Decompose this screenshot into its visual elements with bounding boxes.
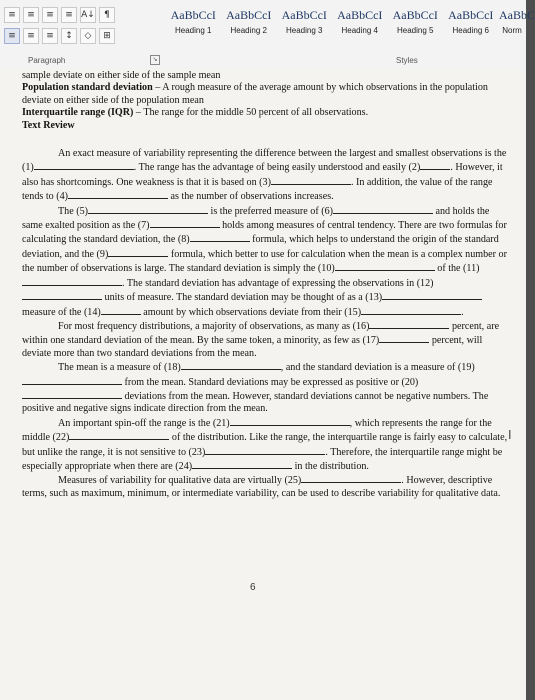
answer-blank[interactable] bbox=[108, 247, 168, 257]
text-run: formula, which helps to understand the origin of the standard deviation, and the (9) bbox=[22, 234, 499, 260]
text-run: . However, it also has shortcomings. One weakness is that it is based on (3) bbox=[22, 162, 503, 188]
style-sample: AaBbCcI bbox=[226, 8, 272, 22]
glossary-iqr bbox=[22, 107, 512, 119]
glossary-population-sd bbox=[22, 82, 512, 107]
shading-icon[interactable]: ◇ bbox=[80, 28, 96, 44]
text-run: amount by which observations deviate from their (15) bbox=[140, 306, 362, 318]
line-spacing-icon[interactable]: ↕ bbox=[61, 28, 77, 44]
ribbon-group-labels bbox=[0, 52, 526, 69]
styles-gallery bbox=[166, 4, 535, 50]
paragraph-tools bbox=[0, 0, 166, 50]
dialog-launcher-icon[interactable]: ↘ bbox=[150, 55, 160, 65]
style-name: Heading 5 bbox=[397, 26, 434, 35]
paragraph-interquartile bbox=[22, 416, 512, 474]
text-run: , which represents the range for the middle (22) bbox=[22, 417, 492, 444]
bullets-icon[interactable]: ≡ bbox=[4, 7, 20, 23]
style-normal[interactable] bbox=[499, 4, 535, 48]
document-body bbox=[22, 70, 512, 500]
answer-blank[interactable] bbox=[382, 290, 482, 300]
justify-icon[interactable]: ≡ bbox=[42, 28, 58, 44]
text-run: Measures of variability for qualitative data are virtually (25) bbox=[58, 475, 302, 487]
text-run: holds among measures of central tendency. There are two formulas for calculating the standard deviation, the (8) bbox=[22, 220, 507, 246]
text-run: units of measure. The standard deviation may be thought of as a (13) bbox=[102, 292, 383, 304]
answer-blank[interactable] bbox=[335, 261, 435, 271]
answer-blank[interactable] bbox=[34, 160, 134, 170]
text-run: , and the standard deviation is a measure of (19) bbox=[280, 362, 475, 374]
text-run: measure of the (14) bbox=[22, 306, 101, 318]
section-heading: Text Review bbox=[22, 119, 75, 131]
text-run: deviations from the mean. However, standard deviations cannot be negative numbers. The positive and negative signs indicate direction from the mean. bbox=[22, 390, 489, 415]
text-run: . The standard deviation has advantage of expressing the observations in (12) bbox=[122, 277, 434, 289]
style-heading-6[interactable] bbox=[444, 4, 499, 48]
paragraph-tools-row-2 bbox=[4, 27, 115, 45]
glossary-definition: – The range for the middle 50 percent of all observations. bbox=[133, 107, 369, 119]
style-heading-4[interactable] bbox=[333, 4, 388, 48]
text-run: For most frequency distributions, a majority of observations, as many as (16) bbox=[58, 320, 370, 332]
answer-blank[interactable] bbox=[150, 218, 220, 228]
pilcrow-icon[interactable]: ¶ bbox=[99, 7, 115, 23]
ribbon bbox=[0, 0, 535, 71]
answer-blank[interactable] bbox=[22, 375, 122, 385]
paragraph-frequency bbox=[22, 319, 512, 360]
answer-blank[interactable] bbox=[301, 473, 401, 483]
answer-blank[interactable] bbox=[101, 305, 141, 315]
paragraph-standard-deviation: The (5) is the preferred measure of (6) and holds the same exalted position as the (7) holds among measures of central tendency. There are two formulas for calculating the standard deviation, the (8) formula, which helps to understand the origin of the standard deviation, and the (9) formula, which better to use for calculation when the mean is a complex number or the number of observations is large. The standard deviation is simply the (10) of the (11). The standard deviation has advantage of expressing the observations in (12) units of measure. The standard deviation may be thought of as a (13) measure of the (14) amount by which observations deviate from their (15) . bbox=[22, 205, 507, 318]
document-page[interactable] bbox=[0, 70, 526, 700]
style-sample: AaBbCcI bbox=[337, 8, 383, 22]
style-name: Heading 2 bbox=[230, 26, 267, 35]
style-sample: AaBbC bbox=[499, 8, 535, 22]
answer-blank[interactable] bbox=[22, 389, 122, 399]
paragraph-qualitative bbox=[22, 473, 512, 500]
answer-blank[interactable] bbox=[22, 290, 102, 300]
text-run: . The range has the advantage of being easily understood and easily (2) bbox=[133, 162, 421, 174]
text-run: The mean is a measure of (18) bbox=[58, 362, 181, 374]
align-center-icon[interactable]: ≡ bbox=[23, 28, 39, 44]
style-sample: AaBbCcI bbox=[392, 8, 438, 22]
style-sample: AaBbCcI bbox=[281, 8, 327, 22]
style-name: Norm bbox=[502, 26, 522, 35]
text-run: as the number of observations increases. bbox=[167, 191, 334, 203]
multilevel-list-icon[interactable]: ≡ bbox=[42, 7, 58, 23]
paragraph-mean-position bbox=[22, 360, 512, 416]
text-run: . However, descriptive terms, such as maximum, minimum, or intermediate variability, can be used to describe variability for qualitative data. bbox=[22, 475, 501, 499]
text-run: and holds the same exalted position as the (7) bbox=[22, 205, 490, 232]
style-name: Heading 6 bbox=[452, 26, 489, 35]
glossary-line bbox=[22, 70, 512, 82]
sort-icon[interactable]: A↓ bbox=[80, 7, 96, 23]
answer-blank[interactable] bbox=[69, 430, 169, 440]
style-heading-2[interactable] bbox=[222, 4, 277, 48]
paragraph-range bbox=[22, 148, 512, 204]
text-run: formula, which better to use for calculation when the mean is a complex number or the number of observations is large. The standard deviation is simply the (10) bbox=[22, 248, 507, 275]
answer-blank[interactable] bbox=[192, 459, 292, 469]
text-run: . Therefore, the interquartile range might be especially appropriate when there are (24) bbox=[22, 446, 503, 472]
text-run: An exact measure of variability representing the difference between the largest and smallest observations is the (1) bbox=[22, 148, 507, 174]
styles-group-label: Styles bbox=[396, 56, 418, 65]
glossary-term: Population standard deviation bbox=[22, 82, 153, 94]
paragraph-group-label: Paragraph bbox=[28, 56, 66, 65]
style-heading-5[interactable] bbox=[388, 4, 443, 48]
answer-blank[interactable] bbox=[22, 276, 122, 286]
text-run: in the distribution. bbox=[292, 460, 369, 472]
answer-blank[interactable] bbox=[369, 319, 449, 329]
answer-blank[interactable] bbox=[271, 175, 351, 185]
borders-icon[interactable]: ⊞ bbox=[99, 28, 115, 44]
numbering-icon[interactable]: ≡ bbox=[23, 7, 39, 23]
answer-blank[interactable] bbox=[379, 333, 429, 343]
style-name: Heading 1 bbox=[175, 26, 212, 35]
decrease-indent-icon[interactable]: ≡ bbox=[61, 7, 77, 23]
text-run: from the mean. Standard deviations may be expressed as positive or (20) bbox=[122, 376, 419, 388]
answer-blank[interactable] bbox=[181, 360, 281, 370]
paragraph-tools-row-1 bbox=[4, 6, 115, 24]
answer-blank[interactable] bbox=[205, 445, 325, 455]
page-number: 6 bbox=[250, 582, 256, 593]
text-run: . In addition, the value of the range tends to (4) bbox=[22, 176, 493, 203]
text-run: The (5) bbox=[58, 205, 88, 217]
style-heading-1[interactable] bbox=[166, 4, 221, 48]
style-heading-3[interactable] bbox=[277, 4, 332, 48]
answer-blank[interactable] bbox=[88, 204, 208, 214]
answer-blank[interactable] bbox=[68, 189, 168, 199]
text-run: percent, will deviate more than two standard deviations from the mean. bbox=[22, 335, 483, 359]
answer-blank[interactable] bbox=[361, 305, 461, 315]
style-name: Heading 3 bbox=[286, 26, 323, 35]
glossary-definition: – A rough measure of the average amount by which observations in the population deviate on either side of the population mean bbox=[22, 82, 488, 106]
style-sample: AaBbCcI bbox=[448, 8, 494, 22]
answer-blank[interactable] bbox=[230, 416, 350, 426]
text-run: percent, are within one standard deviation of the mean. By the same token, a minority, as few as (17) bbox=[22, 320, 500, 347]
text-run: of the (11) bbox=[434, 263, 480, 275]
align-left-icon[interactable]: ≡ bbox=[4, 28, 20, 44]
text-run: An important spin-off the range is the (21) bbox=[58, 417, 230, 429]
style-sample: AaBbCcI bbox=[170, 8, 216, 22]
style-name: Heading 4 bbox=[341, 26, 378, 35]
i-beam-cursor-icon: I bbox=[508, 428, 512, 442]
glossary-term: Interquartile range (IQR) bbox=[22, 107, 134, 119]
text-run: sample deviate on either side of the sample mean bbox=[22, 70, 221, 81]
text-run: of the distribution. Like the range, the interquartile range is fairly easy to calculate, but unlike the range, it is not sensitive to (23) bbox=[22, 432, 508, 458]
answer-blank[interactable] bbox=[420, 160, 450, 170]
answer-blank[interactable] bbox=[190, 232, 250, 242]
answer-blank[interactable] bbox=[333, 204, 433, 214]
text-run: is the preferred measure of (6) bbox=[208, 205, 333, 217]
